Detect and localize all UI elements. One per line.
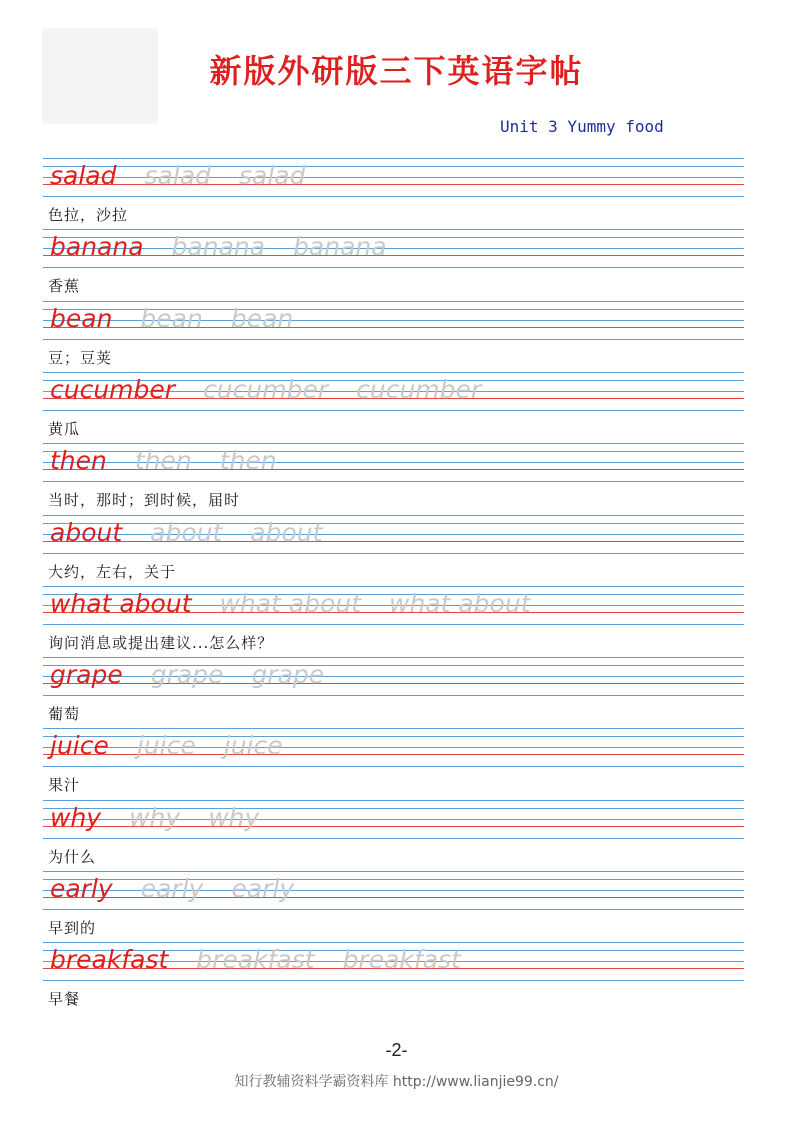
vocab-entry	[0, 229, 793, 300]
word-trace: salad	[238, 161, 306, 190]
word-model: cucumber	[50, 374, 176, 404]
guide-line-blue	[43, 624, 744, 625]
word-line	[50, 803, 259, 835]
word-trace: then	[134, 446, 192, 476]
word-meaning: 早餐	[48, 990, 81, 1009]
word-meaning: 葡萄	[48, 705, 81, 724]
word-trace: what about	[389, 588, 531, 618]
page-title: 新版外研版三下英语字帖	[209, 52, 584, 90]
word-trace: cucumber	[356, 374, 482, 404]
vocab-entry	[0, 158, 793, 229]
word-trace: breakfast	[342, 945, 461, 975]
word-line	[50, 589, 531, 621]
word-meaning: 询问消息或提出建议...怎么样？	[48, 633, 274, 652]
word-trace: cucumber	[203, 374, 329, 404]
word-line	[50, 660, 324, 692]
word-trace: what about	[219, 588, 361, 618]
word-trace: about	[250, 517, 323, 547]
guide-line-blue	[43, 229, 744, 230]
footer-source: 知行教辅资料学霸资料库 http://www.lianjie99.cn/	[234, 1074, 559, 1090]
word-model: what about	[50, 588, 192, 618]
word-trace: about	[150, 517, 223, 547]
vocab-entry	[0, 515, 793, 586]
guide-line-blue	[43, 695, 744, 696]
word-meaning: 色拉，沙拉	[48, 206, 129, 224]
page-number: -2-	[385, 1040, 408, 1060]
word-model: bean	[50, 303, 113, 333]
guide-line-blue	[43, 800, 744, 801]
vocab-entry	[0, 728, 793, 799]
word-line	[50, 731, 283, 763]
word-model: juice	[50, 731, 109, 761]
word-model: banana	[50, 232, 144, 262]
word-model: breakfast	[50, 945, 169, 975]
word-meaning: 大约，左右，关于	[48, 562, 177, 581]
word-trace: salad	[144, 161, 211, 190]
word-trace: early	[140, 874, 204, 903]
word-trace: bean	[140, 303, 203, 333]
vocab-entry	[0, 443, 793, 514]
word-trace: early	[231, 874, 295, 903]
unit-subtitle: Unit 3 Yummy food	[500, 117, 664, 136]
word-trace: banana	[293, 232, 387, 262]
guide-line-blue	[43, 339, 744, 340]
guide-line-blue	[43, 838, 744, 839]
word-meaning: 果汁	[48, 776, 81, 795]
word-trace: juice	[136, 731, 196, 761]
word-meaning: 豆；豆荚	[48, 348, 113, 367]
guide-line-blue	[43, 942, 744, 943]
guide-line-blue	[43, 267, 744, 268]
guide-line-blue	[43, 515, 744, 516]
guide-line-blue	[43, 586, 744, 587]
vocab-entry	[0, 586, 793, 657]
word-model: salad	[50, 161, 117, 190]
vocab-entry	[0, 301, 793, 372]
vocab-entry	[0, 372, 793, 443]
word-trace: breakfast	[196, 945, 315, 975]
word-model: grape	[50, 660, 123, 690]
guide-line-blue	[43, 766, 744, 767]
guide-line-blue	[43, 301, 744, 302]
word-line	[50, 375, 481, 407]
guide-line-blue	[43, 980, 744, 981]
word-line	[50, 874, 294, 906]
word-line	[50, 304, 293, 336]
guide-line-blue	[43, 410, 744, 411]
guide-line-blue	[43, 657, 744, 658]
guide-line-blue	[43, 871, 744, 872]
word-meaning: 黄瓜	[48, 419, 81, 438]
guide-line-blue	[43, 909, 744, 910]
word-trace: then	[219, 446, 277, 476]
vocab-entry	[0, 800, 793, 871]
word-meaning: 当时，那时；到时候，届时	[48, 491, 241, 510]
word-trace: juice	[223, 731, 283, 761]
word-meaning: 香蕉	[48, 277, 81, 296]
word-meaning: 为什么	[48, 847, 97, 866]
word-trace: why	[208, 802, 260, 832]
word-trace: banana	[171, 232, 266, 262]
word-line	[50, 161, 305, 193]
word-meaning: 早到的	[48, 919, 97, 937]
word-trace: bean	[230, 303, 294, 333]
guide-line-blue	[43, 196, 744, 197]
guide-line-blue	[43, 728, 744, 729]
guide-line-blue	[43, 553, 744, 554]
vocab-entry	[0, 942, 793, 1013]
word-trace: grape	[150, 660, 224, 690]
word-line	[50, 518, 322, 550]
guide-line-blue	[43, 158, 744, 159]
guide-line-blue	[43, 443, 744, 444]
word-line	[50, 446, 277, 478]
vocab-entry	[0, 657, 793, 728]
guide-line-blue	[43, 372, 744, 373]
word-model: early	[50, 874, 113, 903]
word-line	[50, 232, 387, 264]
word-line	[50, 945, 461, 977]
word-model: why	[50, 802, 102, 832]
vocab-entry	[0, 871, 793, 942]
word-trace: why	[129, 802, 181, 832]
guide-line-blue	[43, 481, 744, 482]
word-model: then	[50, 446, 107, 476]
word-model: about	[50, 517, 123, 547]
word-trace: grape	[251, 660, 325, 690]
